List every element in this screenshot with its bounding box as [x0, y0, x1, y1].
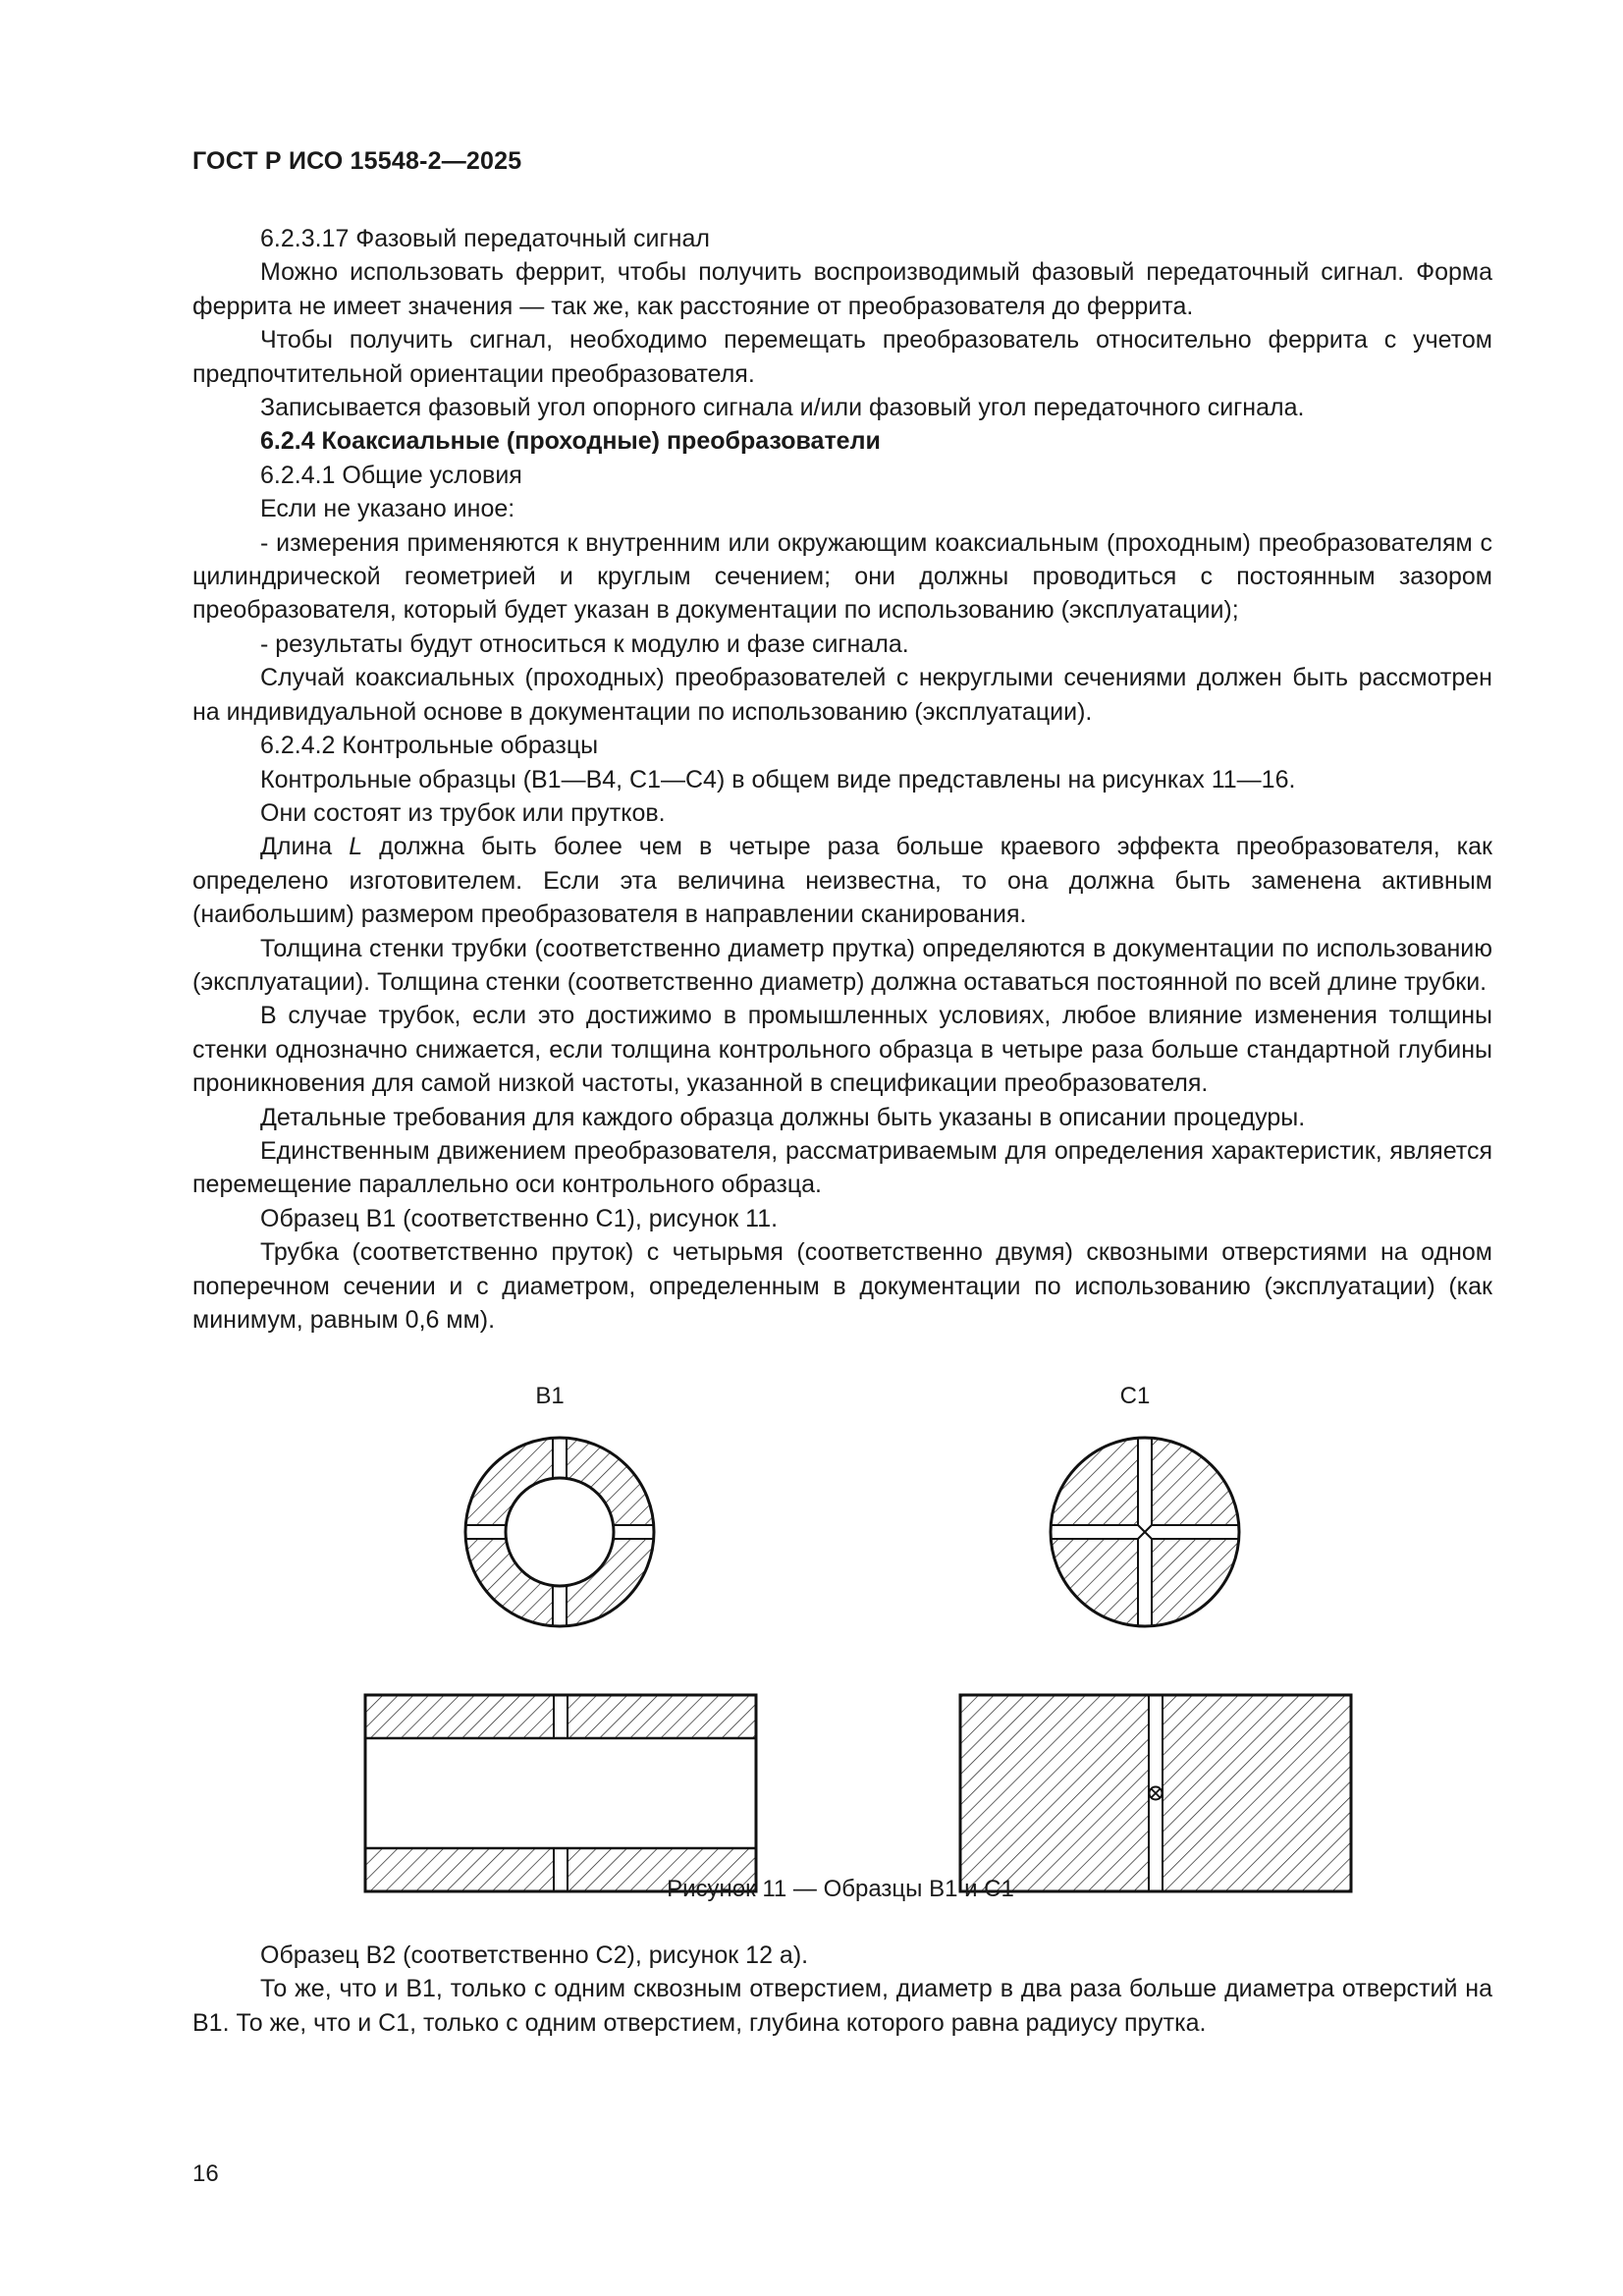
paragraph: Толщина стенки трубки (соответственно диаметр прутка) определяются в документации по использованию (эксплуатации). Толщина стенки (соответственно диаметр) должна оставаться постоянной по всей длине трубки.: [192, 934, 1492, 996]
paragraph: Длина L должна быть более чем в четыре раза больше краевого эффекта преобразователя, как определено изготовителем. Если эта величина неизвестна, то она должна быть заменена активным (наибольшим) размером преобразователя в направлении сканирования.: [192, 833, 1492, 929]
section-heading: 6.2.4 Коаксиальные (проходные) преобразователи: [260, 427, 881, 456]
paragraph: 6.2.4.2 Контрольные образцы: [260, 732, 599, 760]
document-header: ГОСТ Р ИСО 15548-2—2025: [192, 147, 522, 175]
paragraph: То же, что и В1, только с одним сквозным отверстием, диаметр в два раза больше диаметра отверстий на В1. То же, что и С1, только с одним отверстием, глубина которого равна радиусу прутка.: [192, 1975, 1492, 2037]
figure-label-b1: В1: [535, 1383, 565, 1409]
c1-cross-section: [1049, 1436, 1241, 1628]
c1-longitudinal-section: [960, 1695, 1351, 1891]
paragraph: Образец В2 (соответственно С2), рисунок 12 а).: [260, 1941, 809, 1969]
list-item: - измерения применяются к внутренним или окружающим коаксиальным (проходным) преобразователям с цилиндрической геометрией и круглым сечением; они должны проводиться с постоянным зазором преобразователя, который будет указан в документации по использованию (эксплуатации);: [192, 528, 1492, 625]
paragraph: Записывается фазовый угол опорного сигнала и/или фазовый угол передаточного сигнала.: [260, 394, 1305, 422]
paragraph: Если не указано иное:: [260, 495, 515, 523]
paragraph: Можно использовать феррит, чтобы получить воспроизводимый фазовый передаточный сигнал. Форма феррита не имеет значения — так же, как расстояние от преобразователя до феррита.: [192, 258, 1492, 320]
paragraph: В случае трубок, если это достижимо в промышленных условиях, любое влияние изменения толщины стенки однозначно снижается, если толщина контрольного образца в четыре раза больше стандартной глубины проникновения для самой низкой частоты, указанной в спецификации преобразователя.: [192, 1002, 1492, 1098]
list-item: - результаты будут относиться к модулю и фазе сигнала.: [260, 629, 909, 658]
variable-l: L: [349, 833, 363, 861]
body-text-continued: [192, 1939, 1492, 2040]
paragraph: Контрольные образцы (В1—В4, С1—С4) в общем виде представлены на рисунках 11—16.: [260, 765, 1296, 793]
paragraph: 6.2.3.17 Фазовый передаточный сигнал: [260, 225, 710, 252]
page-number: 16: [192, 2160, 219, 2187]
figure-label-c1: С1: [1119, 1383, 1151, 1409]
paragraph: Детальные требования для каждого образца должны быть указаны в описании процедуры.: [260, 1103, 1306, 1131]
paragraph: Чтобы получить сигнал, необходимо перемещать преобразователь относительно феррита с учетом предпочтительной ориентации преобразователя.: [192, 326, 1492, 388]
paragraph: Образец В1 (соответственно С1), рисунок 11.: [260, 1204, 779, 1232]
b1-longitudinal-section: [365, 1695, 756, 1891]
paragraph: Единственным движением преобразователя, рассматриваемым для определения характеристик, является перемещение параллельно оси контрольного образца.: [192, 1136, 1492, 1199]
paragraph: Они состоят из трубок или прутков.: [260, 798, 666, 827]
paragraph: Трубка (соответственно пруток) с четырьмя (соответственно двумя) сквозными отверстиями на одном поперечном сечении и с диаметром, определенным в документации по использованию (эксплуатации) (как минимум, равным 0,6 мм).: [192, 1238, 1492, 1334]
paragraph: 6.2.4.1 Общие условия: [260, 461, 522, 489]
figure-caption: Рисунок 11 — Образцы В1 и С1: [667, 1876, 1014, 1902]
b1-cross-section: [463, 1436, 656, 1628]
paragraph: Случай коаксиальных (проходных) преобразователей с некруглыми сечениями должен быть рассмотрен на индивидуальной основе в документации по использованию (эксплуатации).: [192, 664, 1492, 726]
